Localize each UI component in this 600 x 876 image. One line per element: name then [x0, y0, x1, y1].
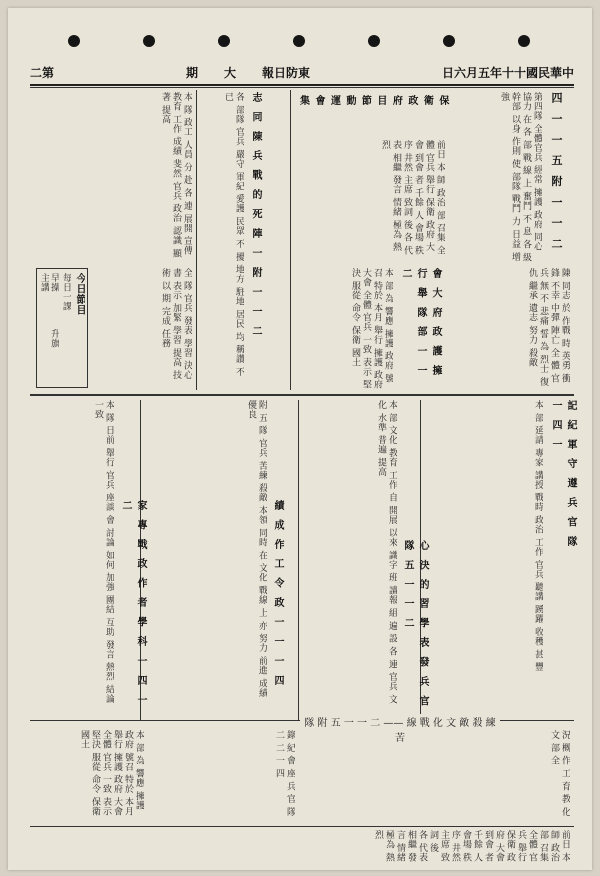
divider — [30, 87, 574, 88]
article-title: 績 成 作 工 令 政 一 一 一 四 — [272, 500, 283, 689]
article-title: 心 決 的 習 學 表 發 兵 官 隊 五 一 一 二 — [402, 540, 428, 709]
program-item: 主講 — [39, 273, 49, 292]
binding-hole — [143, 35, 155, 47]
article-title: 志 同 陳 兵 戰 的 死 陣 一 附 一 一 二 — [250, 92, 261, 339]
binding-hole — [68, 35, 80, 47]
paper-title: 報日防東 — [262, 65, 311, 80]
article-body: 各 部隊 官兵 嚴守 軍紀 愛護 民眾 不 擾 地方 駐地 居民 均 稱讚 不已 — [223, 92, 244, 377]
divider — [298, 400, 299, 720]
divider — [196, 90, 197, 390]
binding-hole — [218, 35, 230, 47]
program-item: 升旗 — [49, 329, 59, 348]
page-number: 二第 — [30, 65, 55, 80]
section-heading: 隊 附 五 一 一 二 —— 線 戰 化 文 敵 殺 練 苦 — [300, 714, 500, 728]
program-box — [36, 268, 88, 388]
article-body: 本 隊 政工 人員 分 赴 各 連 展開 宣傳 教育 工作 成績 斐然 官兵 政治 認識 顯著 提高 — [160, 92, 192, 259]
article-title: 家 專 戰 政 作 者 學 科 一 四 一 二 — [120, 500, 146, 708]
article-body: 前日 本 師 政治 部 召集 全體 官兵 舉行 保衛 政府 大會 到會 者 千餘 人 會場 秩序 井然 主席 致詞 後 各 代表 相繼 發言 情緒 極為 熱烈 — [380, 140, 445, 256]
binding-hole — [443, 35, 455, 47]
article-body: 第四隊 全體官兵 經常 擁護 政府 同心 協力 在 各 部 戰 線 上 奮鬥 不 息 各 級 幹部 以身 作則 使 部隊 戰鬥 力 日益 增強 — [499, 92, 542, 262]
article-body: 前日 本 師 政治 部 召集 全體 官兵 舉行 保衛 政府 大會 到會 者 千餘 人 會場 秩序 井然 主席 致詞 後 各 代表 相繼 發言 情緒 極為 熱烈 — [373, 830, 570, 862]
binding-hole — [518, 35, 530, 47]
binding-hole — [368, 35, 380, 47]
article-body: 錄 紀 會 座 兵 官 隊 二 二 一 四 — [274, 730, 295, 817]
divider — [30, 826, 574, 827]
article-title: 記 紀 軍 守 遵 兵 官 隊 一 四 一 — [550, 400, 576, 550]
article-body: 本 隊 日前 舉行 官兵 座談 會 討論 如何 加強 團結 互助 發言 熱烈 結論 一致 — [93, 400, 114, 704]
publication-date: 日六月五年十十國民華中 — [441, 65, 574, 80]
issue-label: 期 — [185, 65, 198, 80]
divider — [30, 394, 574, 396]
program-item: 每日一課 — [61, 273, 71, 311]
article-title: 四 一 一 五 附 一 一 二 — [550, 92, 563, 252]
article-title: 會 大 府 政 護 擁 行 舉 隊 部 一 一 二 — [400, 268, 441, 379]
program-label: 今日節目 — [74, 273, 85, 315]
article-body: 本 部 為 響應 擁護 政府 號召 特於 本月 舉行 擁護 政府 大會 全體 官兵 一致 表示 堅決 服從 命令 保衛 國土 — [79, 730, 144, 817]
masthead — [30, 60, 574, 86]
article-body: 附 五 隊 官兵 苦練 殺敵 本領 同時 在 文化 戰線 上 亦 努力 前進 成績 優良 — [246, 400, 267, 698]
article-body: 陳 同志 於 作戰 時 英勇 衝鋒 不幸 中彈 陣亡 全 體 官兵 無 不 悲痛 誓 為 烈士 復仇 繼承 遺志 努力 殺敵 — [527, 268, 570, 387]
article-body: 本 部 文化 教育 工作 自 開展 以來 識字 班 讀報 組 遍 設 各 連 官兵 文化 水準 普遍 提高 — [376, 400, 397, 705]
divider — [290, 90, 291, 390]
article-body: 本 部 為 響應 擁護 政府 號召 特於 本月 舉行 擁護 政府 大會 全體 官兵 一致 表示 堅決 服從 命令 保衛 國土 — [350, 268, 393, 390]
article-body: 全 隊 官兵 發表 學習 決心 書 表示 加緊 學習 提高 技術 以 期 完成 任務 — [160, 268, 192, 380]
article-title: 集 會 運 動 節 目 府 政 衛 保 — [300, 96, 451, 107]
issue-number: 大 — [223, 65, 236, 80]
binding-hole — [293, 35, 305, 47]
article-body: 本 部 延請 專家 講授 戰時 政治 工作 官兵 聽講 踴躍 收穫 甚 豐 — [533, 400, 543, 672]
program-item: 早操 — [49, 273, 59, 292]
article-body: 況 概 作 工 育 教 化 文 部 全 — [549, 730, 570, 817]
